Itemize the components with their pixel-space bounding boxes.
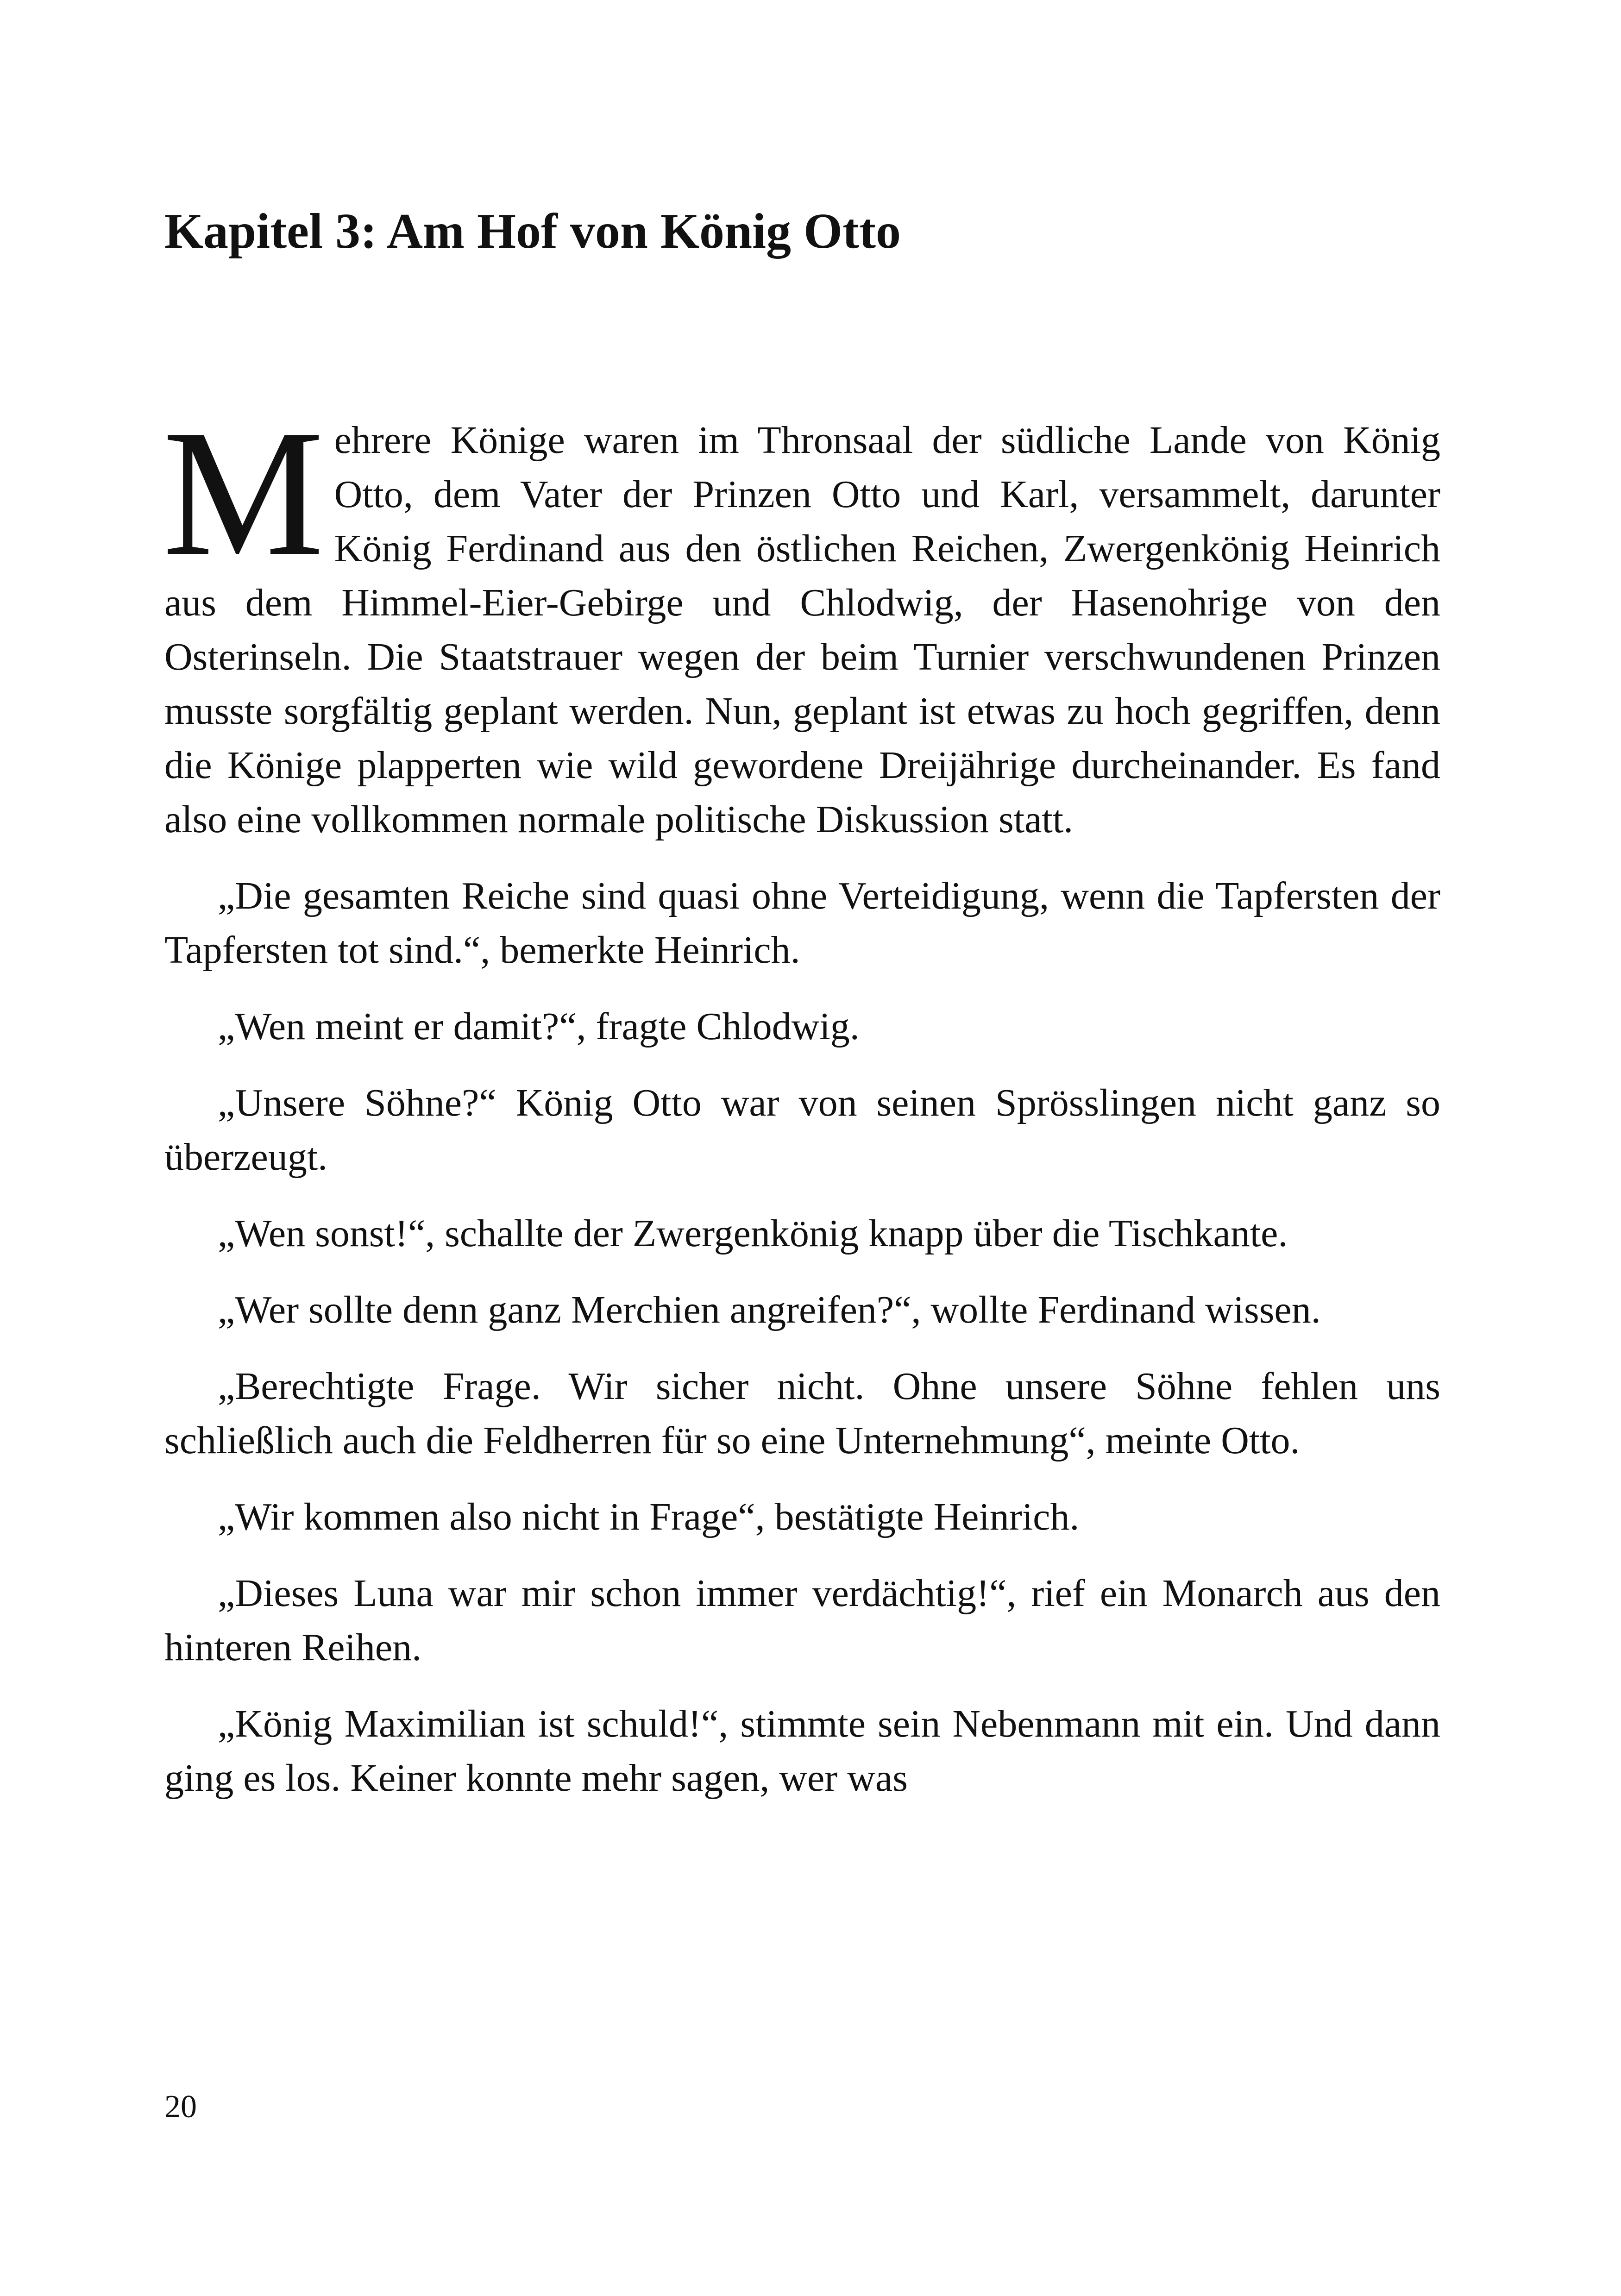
paragraph: „Wer sollte denn ganz Merchien angreifen?“, wollte Ferdinand wissen.: [218, 1288, 1321, 1331]
paragraph: „Wen sonst!“, schallte der Zwergenkönig knapp über die Tischkante.: [218, 1212, 1288, 1255]
paragraph-opening: [163, 392, 1440, 847]
paragraph: „Berechtigte Frage. Wir sicher nicht. Ohne unsere Söhne fehlen uns schließlich auch die Feldherren für so eine Unternehmung“, meinte Otto.: [164, 1365, 1440, 1462]
drop-cap: M: [163, 392, 324, 593]
body-text: [163, 392, 1440, 1827]
paragraph: „Dieses Luna war mir schon immer verdächtig!“, rief ein Monarch aus den hinteren Reihen.: [164, 1572, 1440, 1669]
paragraph: „Unsere Söhne?“ König Otto war von seinen Sprösslingen nicht ganz so überzeugt.: [164, 1081, 1440, 1179]
chapter-title: Kapitel 3: Am Hof von König Otto: [164, 204, 901, 259]
page-number: 20: [164, 2089, 197, 2125]
paragraph: „Die gesamten Reiche sind quasi ohne Verteidigung, wenn die Tapfersten der Tapfersten tot sind.“, bemerkte Heinrich.: [164, 874, 1440, 972]
paragraph: „Wir kommen also nicht in Frage“, bestätigte Heinrich.: [218, 1495, 1080, 1538]
paragraph: „König Maximilian ist schuld!“, stimmte sein Nebenmann mit ein. Und dann ging es los. Keiner konnte mehr sagen, wer was: [164, 1702, 1440, 1800]
paragraph-opening-text: ehrere Könige waren im Thronsaal der südliche Lande von König Otto, dem Vater der Prinzen Otto und Karl, versammelt, darunter König Ferdinand aus den östlichen Reichen, Zwergenkönig Heinrich aus dem Himmel-Eier-Gebirge und Chlodwig, der Hasenohrige von den Osterinseln. Die Staatstrauer wegen der beim Turnier verschwundenen Prinzen musste sorgfältig geplant werden. Nun, geplant ist etwas zu hoch gegriffen, denn die Könige plapperten wie wild gewordene Dreijährige durcheinander. Es fand also eine vollkommen normale politische Diskussion statt.: [164, 419, 1440, 841]
paragraph: „Wen meint er damit?“, fragte Chlodwig.: [218, 1005, 860, 1048]
